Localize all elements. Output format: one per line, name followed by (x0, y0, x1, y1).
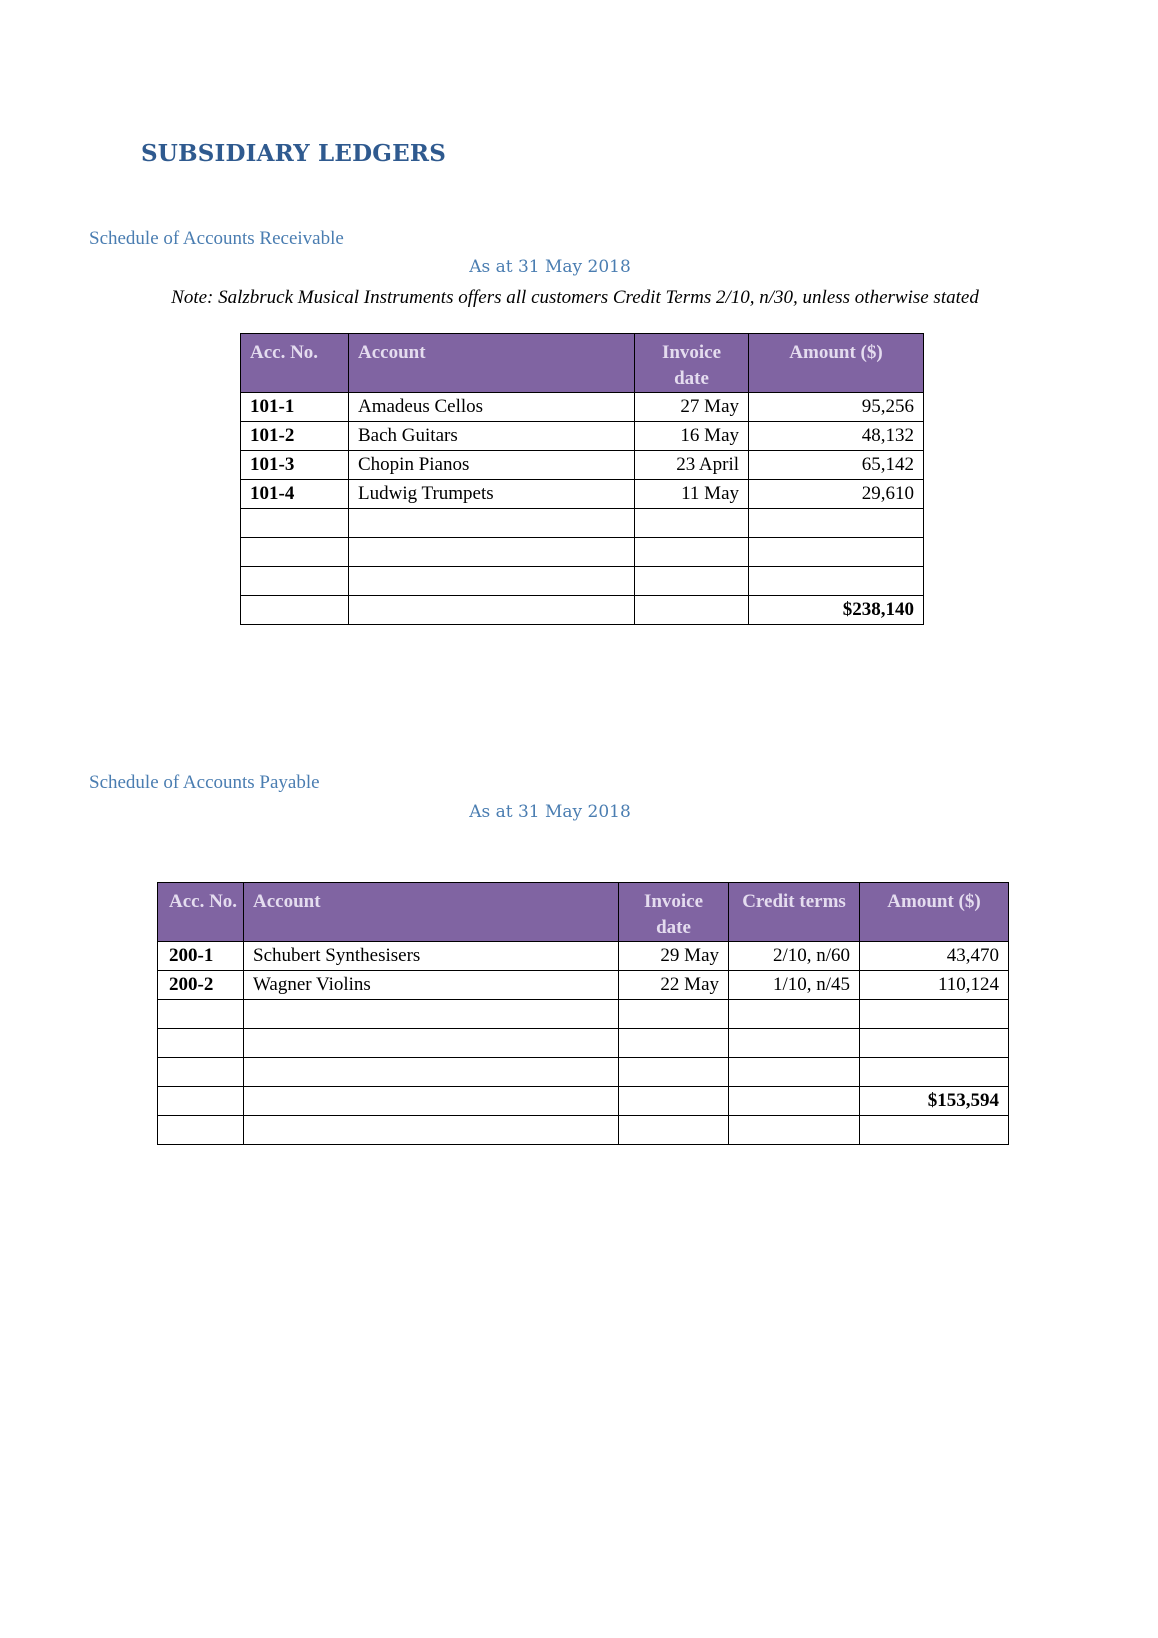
invoice-date-cell: 22 May (619, 971, 729, 1000)
receivable-as-at: As at 31 May 2018 (469, 257, 631, 277)
table-row (241, 422, 924, 451)
table-row (158, 971, 1009, 1000)
account-cell: Amadeus Cellos (349, 393, 635, 422)
table-header-row (158, 883, 1009, 942)
col-acc-no: Acc. No. (158, 883, 244, 942)
payable-as-at: As at 31 May 2018 (469, 802, 631, 822)
col-amount: Amount ($) (749, 334, 924, 393)
col-credit-terms: Credit terms (729, 883, 860, 942)
empty-row (241, 538, 924, 567)
table-header-row (241, 334, 924, 393)
credit-terms-cell: 2/10, n/60 (729, 942, 860, 971)
account-cell: Ludwig Trumpets (349, 480, 635, 509)
receivable-heading: Schedule of Accounts Receivable (89, 228, 344, 249)
col-account: Account (349, 334, 635, 393)
col-invoice-date: Invoice date (635, 334, 749, 393)
table-row (241, 451, 924, 480)
payable-heading: Schedule of Accounts Payable (89, 772, 320, 793)
amount-cell: 29,610 (749, 480, 924, 509)
acc-no-cell: 200-1 (158, 942, 244, 971)
amount-cell: 65,142 (749, 451, 924, 480)
invoice-date-cell: 27 May (635, 393, 749, 422)
account-cell: Wagner Violins (244, 971, 619, 1000)
amount-cell: 48,132 (749, 422, 924, 451)
empty-row (158, 1029, 1009, 1058)
credit-terms-cell: 1/10, n/45 (729, 971, 860, 1000)
acc-no-cell: 101-4 (241, 480, 349, 509)
table-row (241, 480, 924, 509)
credit-terms-note: Note: Salzbruck Musical Instruments offers all customers Credit Terms 2/10, n/30, unless otherwise stated (171, 287, 979, 308)
empty-row (158, 1058, 1009, 1087)
receivable-total: $238,140 (749, 596, 924, 625)
accounts-payable-table (157, 882, 1009, 1145)
table-row (158, 942, 1009, 971)
account-cell: Chopin Pianos (349, 451, 635, 480)
acc-no-cell: 101-3 (241, 451, 349, 480)
col-amount: Amount ($) (860, 883, 1009, 942)
empty-row (241, 509, 924, 538)
account-cell: Bach Guitars (349, 422, 635, 451)
acc-no-cell: 101-1 (241, 393, 349, 422)
amount-cell: 95,256 (749, 393, 924, 422)
acc-no-cell: 101-2 (241, 422, 349, 451)
acc-no-cell: 200-2 (158, 971, 244, 1000)
empty-row (158, 1116, 1009, 1145)
amount-cell: 43,470 (860, 942, 1009, 971)
col-account: Account (244, 883, 619, 942)
total-row (158, 1087, 1009, 1116)
table-row (241, 393, 924, 422)
col-invoice-date: Invoice date (619, 883, 729, 942)
payable-total: $153,594 (860, 1087, 1009, 1116)
page-title: SUBSIDIARY LEDGERS (141, 140, 447, 167)
invoice-date-cell: 16 May (635, 422, 749, 451)
accounts-receivable-table (240, 333, 924, 625)
total-row (241, 596, 924, 625)
invoice-date-cell: 11 May (635, 480, 749, 509)
amount-cell: 110,124 (860, 971, 1009, 1000)
col-acc-no: Acc. No. (241, 334, 349, 393)
empty-row (158, 1000, 1009, 1029)
invoice-date-cell: 23 April (635, 451, 749, 480)
invoice-date-cell: 29 May (619, 942, 729, 971)
account-cell: Schubert Synthesisers (244, 942, 619, 971)
empty-row (241, 567, 924, 596)
